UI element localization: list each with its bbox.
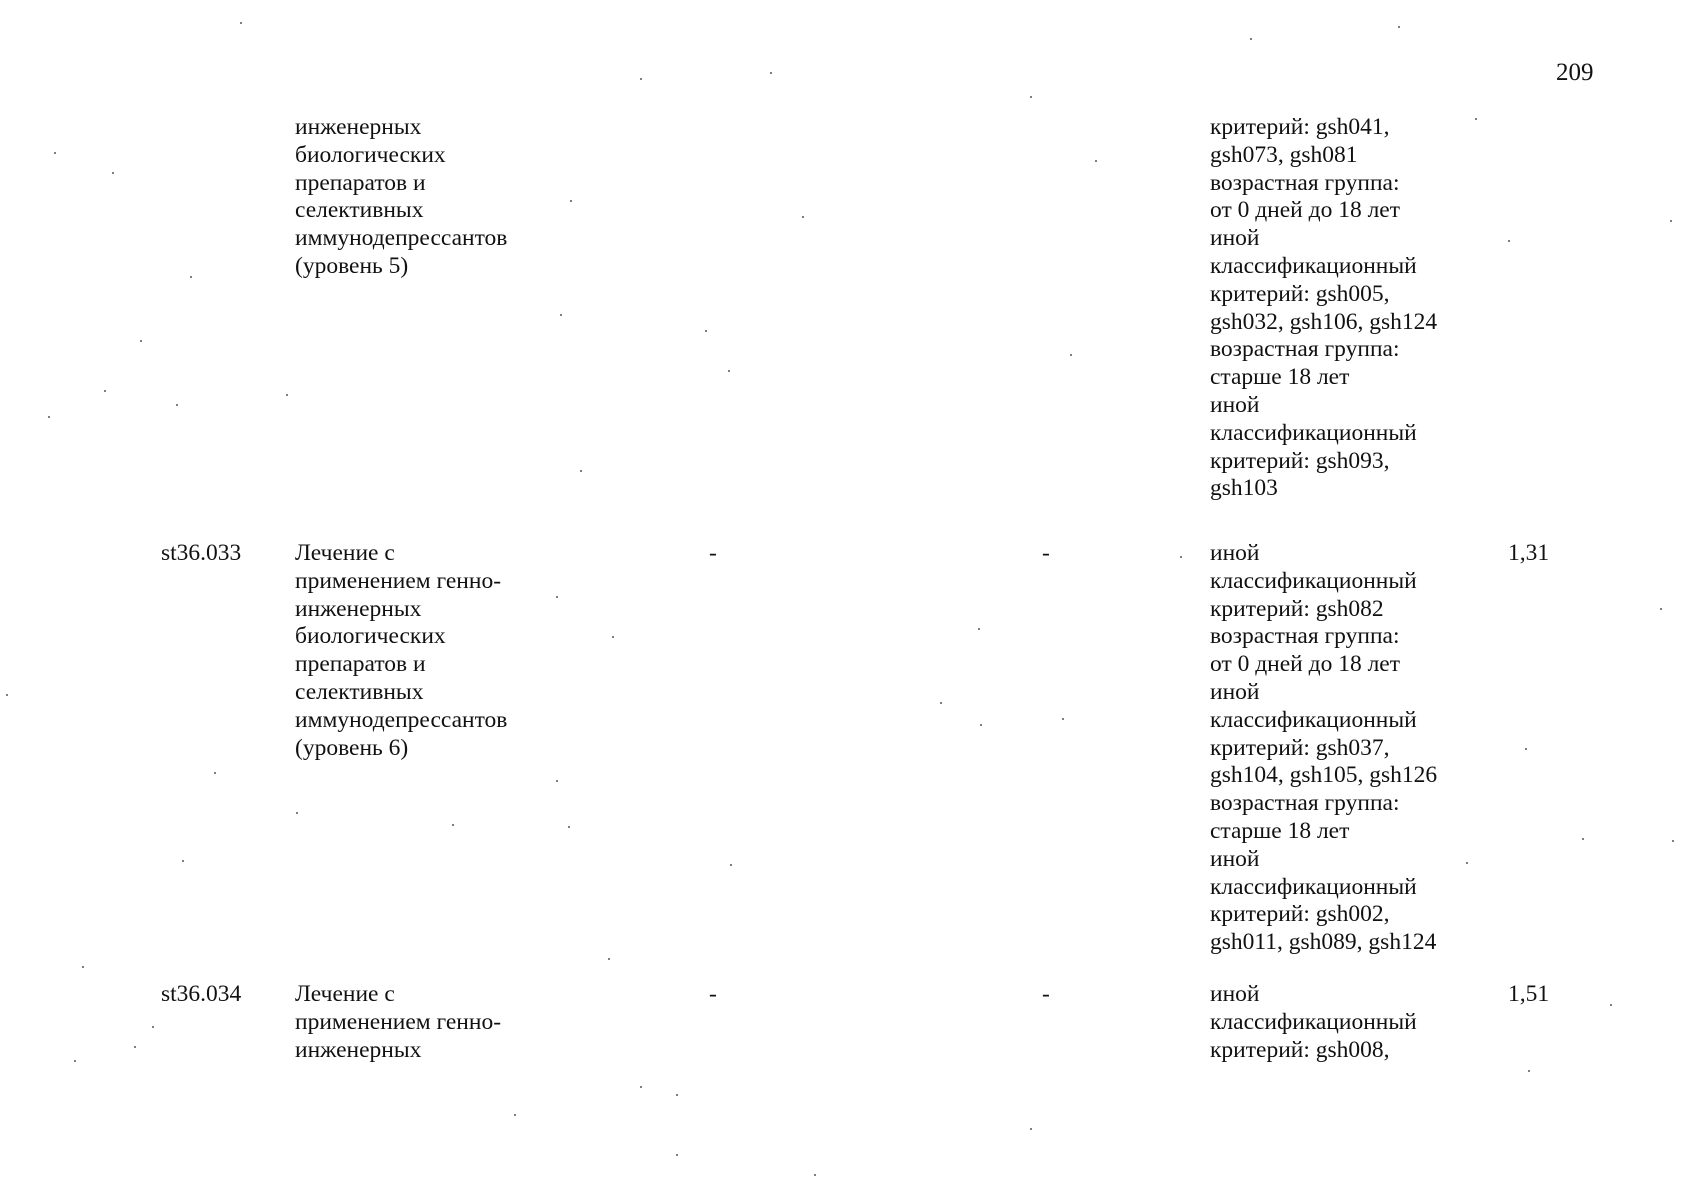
row-col3-dash: - — [709, 540, 717, 566]
scan-speck — [1466, 862, 1468, 864]
scan-speck — [104, 390, 106, 392]
text-line: препаратов и — [295, 651, 426, 678]
scan-speck — [6, 694, 8, 696]
text-line: инженерных — [295, 114, 422, 140]
scan-speck — [74, 1060, 76, 1062]
text-line: критерий: gsh005, — [1210, 280, 1390, 307]
text-line: (уровень 6) — [295, 734, 409, 761]
scan-speck — [1398, 26, 1400, 28]
scan-speck — [1250, 38, 1252, 40]
scan-speck — [556, 596, 558, 598]
row-coefficient: 1,31 — [1508, 540, 1550, 566]
scan-speck — [980, 724, 982, 726]
row-name-cell — [295, 540, 507, 762]
scan-speck — [182, 860, 184, 862]
continuation-criteria-cell — [1210, 114, 1437, 503]
scan-speck — [286, 394, 288, 396]
scan-speck — [152, 1026, 154, 1028]
text-line: от 0 дней до 18 лет — [1210, 197, 1401, 224]
text-line: старше 18 лет — [1210, 364, 1350, 391]
text-line: иной — [1210, 540, 1260, 566]
scan-speck — [676, 1154, 678, 1156]
text-line: критерий: gsh002, — [1210, 901, 1390, 928]
text-line: gsh032, gsh106, gsh124 — [1210, 308, 1438, 335]
text-line: инженерных — [295, 595, 422, 622]
text-line: биологических — [295, 623, 446, 650]
text-line: иммунодепрессантов — [295, 706, 508, 733]
text-line: селективных — [295, 678, 424, 705]
text-line: классификационный — [1210, 567, 1417, 594]
text-line: классификационный — [1210, 1008, 1417, 1035]
scan-speck — [176, 404, 178, 406]
text-line: иной — [1210, 678, 1260, 705]
scan-speck — [556, 780, 558, 782]
page-number: 209 — [1556, 59, 1594, 86]
text-line: применением генно- — [295, 567, 502, 594]
text-line: от 0 дней до 18 лет — [1210, 651, 1401, 678]
scan-speck — [612, 636, 614, 638]
continuation-name-cell — [295, 114, 507, 281]
row-col4-dash: - — [1042, 981, 1050, 1007]
scan-speck — [730, 864, 732, 866]
scan-speck — [705, 330, 707, 332]
scan-speck — [140, 340, 142, 342]
text-line: иной — [1210, 845, 1260, 872]
scan-speck — [640, 78, 642, 80]
scan-speck — [608, 958, 610, 960]
scan-speck — [1508, 240, 1510, 242]
text-line: применением генно- — [295, 1008, 502, 1035]
scan-speck — [1070, 354, 1072, 356]
scan-speck — [1030, 96, 1032, 98]
scan-speck — [640, 1086, 642, 1088]
scan-speck — [1672, 840, 1674, 842]
text-line: инженерных — [295, 1036, 422, 1063]
text-line: возрастная группа: — [1210, 790, 1400, 817]
scan-speck — [82, 966, 84, 968]
scan-speck — [1610, 1004, 1612, 1006]
text-line: gsh011, gsh089, gsh124 — [1210, 929, 1437, 956]
scan-speck — [240, 22, 242, 24]
row-name-cell — [295, 981, 501, 1064]
scan-speck — [770, 72, 772, 74]
scan-speck — [54, 152, 56, 154]
text-line: препаратов и — [295, 169, 426, 196]
scan-speck — [134, 1046, 136, 1048]
scan-speck — [978, 628, 980, 630]
text-line: биологических — [295, 141, 446, 168]
text-line: старше 18 лет — [1210, 817, 1350, 844]
row-col3-dash: - — [709, 981, 717, 1007]
text-line: критерий: gsh037, — [1210, 734, 1390, 761]
text-line: классификационный — [1210, 252, 1417, 279]
text-line: иной — [1210, 225, 1260, 252]
scan-speck — [452, 824, 454, 826]
scan-speck — [1475, 118, 1477, 120]
text-line: иной — [1210, 981, 1260, 1007]
text-line: (уровень 5) — [295, 252, 409, 279]
text-line: gsh104, gsh105, gsh126 — [1210, 762, 1438, 789]
text-line: gsh103 — [1210, 475, 1278, 502]
text-line: иной — [1210, 391, 1260, 418]
text-line: Лечение с — [295, 540, 395, 566]
scan-speck — [214, 772, 216, 774]
text-line: иммунодепрессантов — [295, 225, 508, 252]
scan-speck — [1670, 220, 1672, 222]
scan-speck — [514, 1114, 516, 1116]
scan-speck — [1062, 718, 1064, 720]
scan-speck — [190, 276, 192, 278]
scan-speck — [112, 172, 114, 174]
text-line: классификационный — [1210, 873, 1417, 900]
scan-speck — [940, 702, 942, 704]
row-code: st36.034 — [161, 981, 242, 1007]
text-line: критерий: gsh008, — [1210, 1036, 1390, 1063]
text-line: возрастная группа: — [1210, 169, 1400, 196]
scan-speck — [1525, 748, 1527, 750]
scan-speck — [560, 314, 562, 316]
scan-speck — [728, 370, 730, 372]
row-criteria-cell — [1210, 981, 1417, 1064]
row-col4-dash: - — [1042, 540, 1050, 566]
scan-speck — [802, 216, 804, 218]
scan-speck — [1582, 838, 1584, 840]
scan-speck — [1660, 608, 1662, 610]
text-line: классификационный — [1210, 706, 1417, 733]
row-code: st36.033 — [161, 540, 242, 566]
row-coefficient: 1,51 — [1508, 981, 1550, 1007]
scan-speck — [676, 1094, 678, 1096]
scan-speck — [1180, 556, 1182, 558]
text-line: gsh073, gsh081 — [1210, 141, 1358, 168]
text-line: селективных — [295, 197, 424, 224]
scan-speck — [814, 1174, 816, 1176]
text-line: критерий: gsh093, — [1210, 447, 1390, 474]
scan-speck — [568, 826, 570, 828]
text-line: критерий: gsh041, — [1210, 114, 1390, 140]
row-criteria-cell — [1210, 540, 1437, 957]
scan-speck — [580, 470, 582, 472]
scan-speck — [1528, 1070, 1530, 1072]
scan-speck — [1030, 1128, 1032, 1130]
text-line: классификационный — [1210, 419, 1417, 446]
scan-speck — [1095, 160, 1097, 162]
scan-speck — [570, 200, 572, 202]
scan-speck — [296, 812, 298, 814]
text-line: возрастная группа: — [1210, 336, 1400, 363]
scan-speck — [48, 416, 50, 418]
text-line: возрастная группа: — [1210, 623, 1400, 650]
text-line: критерий: gsh082 — [1210, 595, 1384, 622]
text-line: Лечение с — [295, 981, 395, 1007]
